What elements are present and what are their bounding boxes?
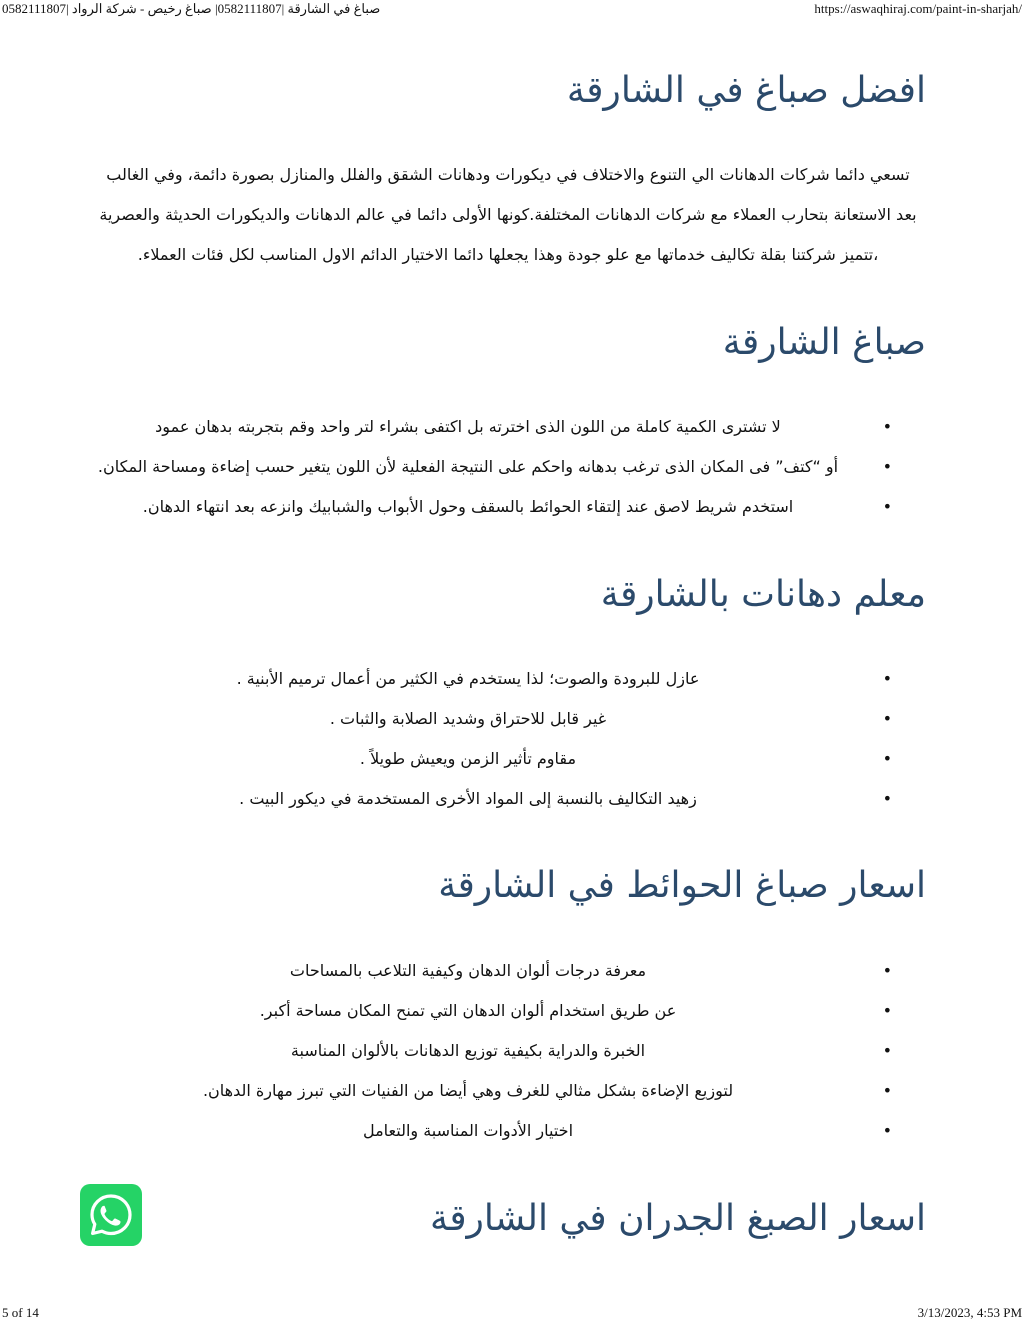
features-list	[96, 659, 926, 819]
bullet-icon: •	[882, 1081, 892, 1100]
section-heading-wall-paint-prices: اسعار صباغ الحوائط في الشارقة	[438, 865, 926, 906]
page-number: 5 of 14	[2, 1305, 39, 1320]
list-item: • عن طريق استخدام ألوان الدهان التي تمنح المكان مساحة أكبر.	[96, 991, 926, 1031]
list-item: • عازل للبرودة والصوت؛ لذا يستخدم في الكثير من أعمال ترميم الأبنية .	[96, 659, 926, 699]
bullet-icon: •	[882, 669, 892, 688]
print-footer	[0, 1305, 1024, 1323]
list-item: • أو “كتف” فى المكان الذى ترغب بدهانه واحكم على النتيجة الفعلية لأن اللون يتغير حسب إضاءة ومساحة المكان.	[96, 447, 926, 487]
bullet-icon: •	[882, 749, 892, 768]
list-item: • غير قابل للاحتراق وشديد الصلابة والثبات .	[96, 699, 926, 739]
list-item: • الخبرة والدراية بكيفية توزيع الدهانات بالألوان المناسبة	[96, 1031, 926, 1071]
section-heading-wall-dye-prices: اسعار الصبغ الجدران في الشارقة	[430, 1198, 926, 1239]
print-datetime: 3/13/2023, 4:53 PM	[917, 1305, 1022, 1320]
intro-paragraph: تسعي دائما شركات الدهانات الي التنوع والاختلاف في ديكورات ودهانات الشقق والفلل والمنازل بصورة دائمة، وفي الغالب بعد الاستعانة بتحارب العملاء مع شركات الدهانات المختلفة.كونها الأولى دائما في عالم الدهانات والديكورات الحديثة والعصرية ،تتميز شركتنا بقلة تكاليف خدماتها مع علو جودة وهذا يجعلها دائما الاختيار الدائم الاول المناسب لكل فئات العملاء.	[99, 165, 917, 264]
whatsapp-button[interactable]	[80, 1184, 142, 1246]
section-heading-sharjah-painter: صباغ الشارقة	[722, 322, 926, 363]
bullet-icon: •	[882, 789, 892, 808]
print-header	[0, 1, 1024, 19]
list-item: • معرفة درجات ألوان الدهان وكيفية التلاعب بالمساحات	[96, 951, 926, 991]
tips-list	[96, 407, 926, 527]
bullet-icon: •	[882, 1001, 892, 1020]
bullet-icon: •	[882, 497, 892, 516]
list-item: • مقاوم تأثير الزمن ويعيش طويلاً .	[96, 739, 926, 779]
list-item: • اختيار الأدوات المناسبة والتعامل	[96, 1111, 926, 1151]
section-heading-paint-master: معلم دهانات بالشارقة	[600, 574, 926, 615]
whatsapp-icon	[87, 1191, 135, 1239]
bullet-icon: •	[882, 417, 892, 436]
skills-list	[96, 951, 926, 1151]
bullet-icon: •	[882, 961, 892, 980]
list-item: • استخدم شريط لاصق عند إلتقاء الحوائط بالسقف وحول الأبواب والشبابيك وانزعه بعد انتهاء الدهان.	[96, 487, 926, 527]
list-item: • لتوزيع الإضاءة بشكل مثالي للغرف وهي أيضا من الفنيات التي تبرز مهارة الدهان.	[96, 1071, 926, 1111]
bullet-icon: •	[882, 457, 892, 476]
list-item: • لا تشترى الكمية كاملة من اللون الذى اخترته بل اكتفى بشراء لتر واحد وقم بتجربته بدهان عمود	[96, 407, 926, 447]
bullet-icon: •	[882, 1041, 892, 1060]
bullet-icon: •	[882, 709, 892, 728]
bullet-icon: •	[882, 1121, 892, 1140]
section-heading-best-painter: افضل صباغ في الشارقة	[566, 70, 926, 111]
print-page-title: صباغ في الشارقة |0582111807| صباغ رخيص - شركة الرواد |0582111807	[2, 1, 381, 16]
list-item: • زهيد التكاليف بالنسبة إلى المواد الأخرى المستخدمة في ديكور البيت .	[96, 779, 926, 819]
print-page-url: https://aswaqhiraj.com/paint-in-sharjah/	[814, 1, 1022, 16]
